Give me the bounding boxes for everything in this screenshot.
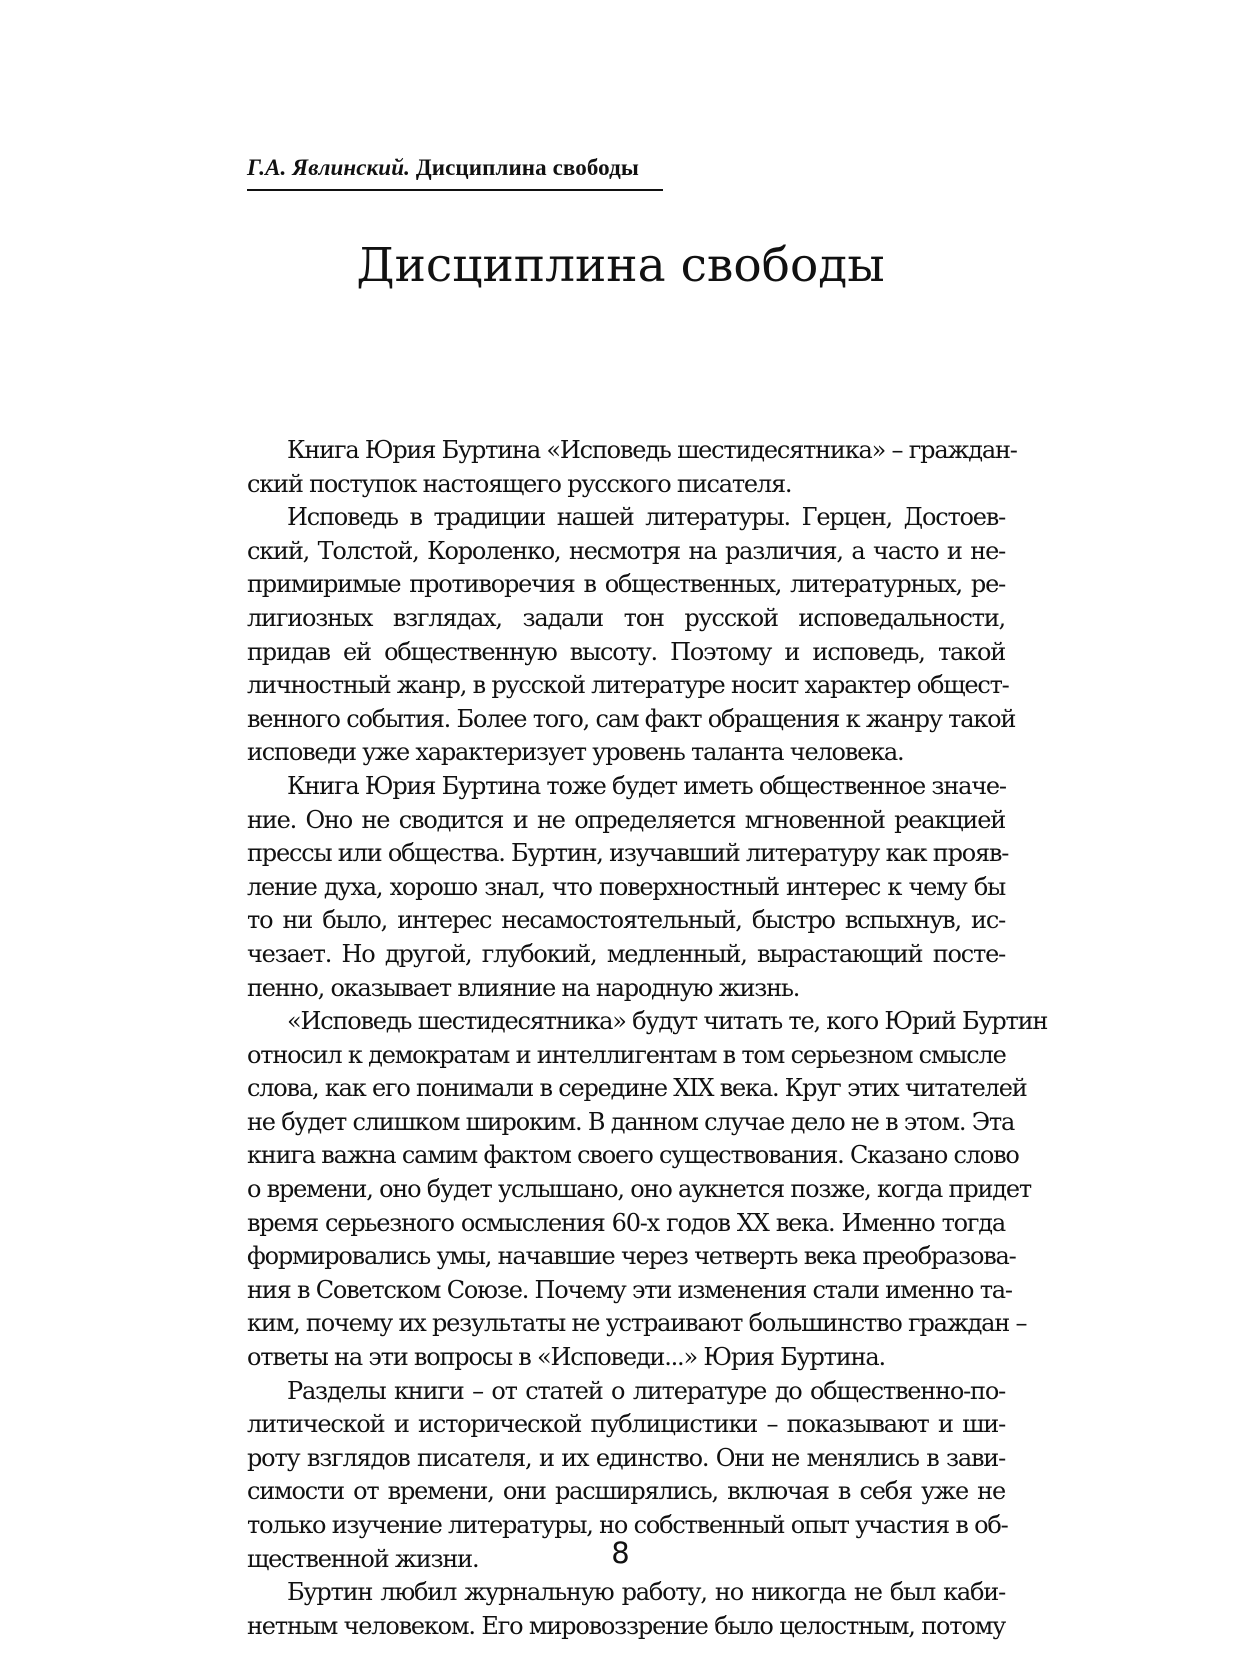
text-line: ление духа, хорошо знал, что поверхностный интерес к чему бы — [247, 872, 1005, 901]
text-line: личностный жанр, в русской литературе носит характер общест- — [247, 671, 1009, 700]
text-line: книга важна самим фактом своего существования. Сказано слово — [247, 1141, 1019, 1170]
text-line: слова, как его понимали в середине XIX века. Круг этих читателей — [247, 1074, 1027, 1103]
text-line: примиримые противоречия в общественных, литературных, ре- — [247, 570, 1005, 599]
text-line: ние. Оно не сводится и не определяется мгновенной реакцией — [247, 805, 1005, 834]
text-line: ский, Толстой, Короленко, несмотря на различия, а часто и не- — [247, 536, 1005, 565]
running-head-author: Г.А. Явлинский. — [247, 155, 410, 180]
text-line: нетным человеком. Его мировоззрение было целостным, потому — [247, 1611, 1005, 1640]
text-line: чезает. Но другой, глубокий, медленный, вырастающий посте- — [247, 939, 1005, 968]
chapter-title: Дисциплина свободы — [356, 238, 885, 293]
paragraph — [247, 770, 1009, 1005]
text-line: венного события. Более того, сам факт обращения к жанру такой — [247, 704, 1016, 733]
text-line: роту взглядов писателя, и их единство. Они не менялись в зави- — [247, 1443, 1005, 1472]
paragraph — [247, 1576, 1005, 1643]
text-line: Книга Юрия Буртина тоже будет иметь общественное значе- — [287, 771, 1006, 800]
text-line: Разделы книги – от статей о литературе до общественно-по- — [287, 1376, 1005, 1405]
page-number: 8 — [611, 1536, 630, 1570]
running-head-title: Дисциплина свободы — [415, 155, 639, 180]
text-line: Исповедь в традиции нашей литературы. Герцен, Достоев- — [287, 503, 1005, 532]
text-line: симости от времени, они расширялись, включая в себя уже не — [247, 1477, 1005, 1506]
text-line: литической и исторической публицистики – показывают и ши- — [247, 1410, 1005, 1439]
text-line: ким, почему их результаты не устраивают большинство граждан – — [247, 1309, 1027, 1338]
text-line: не будет слишком широким. В данном случае дело не в этом. Эта — [247, 1107, 1015, 1136]
running-head-rule — [247, 189, 663, 191]
text-line: только изучение литературы, но собственный опыт участия в об- — [247, 1511, 1008, 1539]
text-line: придав ей общественную высоту. Поэтому и исповедь, такой — [247, 637, 1005, 666]
text-line: то ни было, интерес несамостоятельный, быстро вспыхнув, ис- — [247, 906, 1005, 935]
text-line: щественной жизни. — [247, 1544, 479, 1573]
text-line: о времени, оно будет услышано, оно аукнется позже, когда придет — [247, 1175, 1031, 1204]
text-line: относил к демократам и интеллигентам в том серьезном смысле — [247, 1040, 1006, 1069]
paragraph — [247, 434, 1017, 501]
text-line: Буртин любил журнальную работу, но никогда не был каби- — [287, 1578, 1005, 1607]
text-line: время серьезного осмысления 60-х годов XX века. Именно тогда — [247, 1208, 1005, 1237]
text-line: лигиозных взглядах, задали тон русской исповедальности, — [247, 603, 1005, 632]
text-line: исповеди уже характеризует уровень таланта человека. — [247, 738, 904, 767]
running-head — [247, 155, 639, 181]
text-line: Книга Юрия Буртина «Исповедь шестидесятника» – граждан- — [287, 436, 1017, 464]
text-line: ответы на эти вопросы в «Исповеди...» Юрия Буртина. — [247, 1343, 885, 1372]
text-line: ский поступок настоящего русского писателя. — [247, 469, 792, 498]
text-line: «Исповедь шестидесятника» будут читать те, кого Юрий Буртин — [287, 1007, 1048, 1036]
paragraph — [247, 1005, 1048, 1375]
body-text — [247, 434, 1048, 1643]
text-line: формировались умы, начавшие через четверть века преобразова- — [247, 1242, 1016, 1271]
text-line: ния в Советском Союзе. Почему эти изменения стали именно та- — [247, 1275, 1012, 1304]
text-line: пенно, оказывает влияние на народную жизнь. — [247, 973, 800, 1002]
paragraph — [247, 501, 1016, 770]
text-line: прессы или общества. Буртин, изучавший литературу как прояв- — [247, 839, 1009, 868]
